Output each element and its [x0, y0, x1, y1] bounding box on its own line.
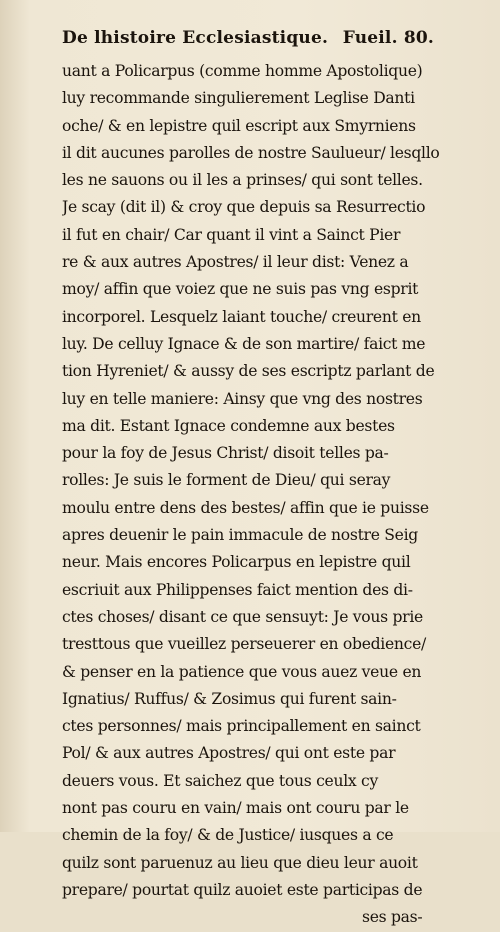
text-line: prepare/ pourtat quilz auoiet este participas de — [62, 880, 423, 899]
text-line: ctes personnes/ mais principallement en sainct — [62, 717, 421, 736]
text-line: apres deuenir le pain immacule de nostre Seig — [62, 526, 418, 545]
text-line: neur. Mais encores Policarpus en lepistre quil — [62, 553, 411, 572]
text-line: Ignatius/ Ruffus/ & Zosimus qui furent sain- — [62, 689, 397, 708]
text-line: les ne sauons ou il les a prinses/ qui sont telles. — [62, 171, 423, 190]
text-line: tresttous que vueillez perseuerer en obedience/ — [62, 635, 426, 654]
text-line: rolles: Je suis le forment de Dieu/ qui seray — [62, 471, 391, 490]
text-line: uant a Policarpus (comme homme Apostolique) — [62, 62, 423, 80]
text-line: Je scay (dit il) & croy que depuis sa Resurrectio — [62, 198, 426, 217]
text-line: il fut en chair/ Car quant il vint a Sainct Pier — [62, 225, 401, 244]
folio-number: Fueil. 80. — [342, 28, 434, 48]
text-line: moy/ affin que voiez que ne suis pas vng esprit — [62, 280, 419, 299]
text-line: & penser en la patience que vous auez veue en — [62, 662, 422, 681]
running-title: De lhistoire Ecclesiastique. — [62, 28, 329, 48]
text-line: quilz sont paruenuz au lieu que dieu leur auoit — [62, 853, 418, 872]
text-line: ctes choses/ disant ce que sensuyt: Je vous prie — [62, 607, 423, 626]
text-line: chemin de la foy/ & de Justice/ iusques a ce — [62, 826, 394, 845]
text-line-last: ses pas- — [362, 908, 423, 927]
text-line: il dit aucunes parolles de nostre Saulueur/ lesqllo — [62, 143, 440, 162]
text-line: Pol/ & aux autres Apostres/ qui ont este par — [62, 744, 396, 763]
text-line: escriuit aux Philippenses faict mention des di- — [62, 580, 413, 599]
text-line: deuers vous. Et saichez que tous ceulx cy — [62, 771, 378, 790]
text-line: re & aux autres Apostres/ il leur dist: Venez a — [62, 253, 409, 272]
text-line: oche/ & en lepistre quil escript aux Smyrniens — [62, 116, 416, 135]
text-line: incorporel. Lesquelz laiant touche/ creurent en — [62, 307, 421, 326]
text-line: tion Hyreniet/ & aussy de ses escriptz parlant de — [62, 362, 435, 381]
text-line: pour la foy de Jesus Christ/ disoit telles pa- — [62, 444, 389, 463]
text-line: moulu entre dens des bestes/ affin que ie puisse — [62, 498, 429, 517]
text-line: luy. De celluy Ignace & de son martire/ faict me — [62, 334, 426, 353]
text-line: ma dit. Estant Ignace condemne aux bestes — [62, 416, 395, 435]
page-header — [62, 28, 434, 48]
text-line: luy en telle maniere: Ainsy que vng des nostres — [62, 389, 423, 408]
text-line: luy recommande singulierement Leglise Danti — [62, 89, 415, 108]
text-line: nont pas couru en vain/ mais ont couru par le — [62, 799, 409, 818]
text-block — [62, 58, 440, 932]
